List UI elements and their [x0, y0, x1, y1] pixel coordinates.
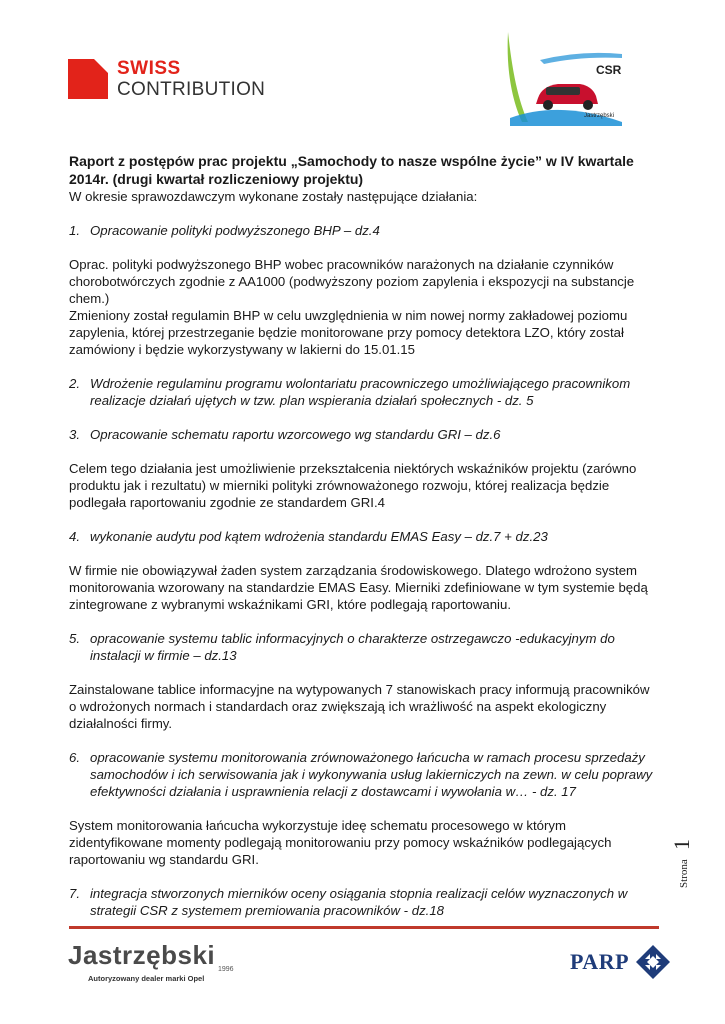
- jastrzebski-logo-year: 1996: [218, 966, 234, 973]
- csr-logo-sub: Jastrzębski: [584, 113, 615, 119]
- jastrzebski-logo-subtitle: Autoryzowany dealer marki Opel: [88, 974, 205, 983]
- list-item-number: 4.: [69, 529, 80, 544]
- parp-emblem-icon: [635, 944, 671, 980]
- list-item: [69, 749, 659, 800]
- paragraph: Zainstalowane tablice informacyjne na wytypowanych 7 stanowiskach pracy informują pracowników o wdrożonych normach i standardach oraz zwiększają ich wrażliwość na aspekt ekologiczny działalności firmy.: [69, 682, 650, 731]
- page-number: 1: [669, 839, 694, 850]
- swiss-flag-icon: [68, 59, 108, 99]
- list-item: [69, 375, 659, 409]
- list-item-number: 5.: [69, 631, 80, 646]
- list-item: [69, 222, 659, 239]
- report-title: Raport z postępów prac projektu „Samochody to nasze wspólne życie” w IV kwartale 2014r. (drugi kwartał rozliczeniowy projektu): [69, 153, 634, 187]
- swiss-logo-line2: CONTRIBUTION: [117, 79, 266, 100]
- list-item-text: wykonanie audytu pod kątem wdrożenia standardu EMAS Easy – dz.7 + dz.23: [90, 529, 548, 544]
- list-item-text: Wdrożenie regulaminu programu wolontariatu pracowniczego umożliwiającego pracownikom realizacje działań ujętych w tzw. plan wspierania działań społecznych - dz. 5: [90, 376, 631, 408]
- parp-logo-text: PARP: [570, 949, 630, 974]
- paragraph: System monitorowania łańcucha wykorzystuje ideę schematu procesowego w którym zidentyfikowane momenty podlegają monitorowaniu przy pomocy wskaźników podlegających raportowaniu wg standardu GRI.: [69, 818, 612, 867]
- list-item-number: 7.: [69, 886, 80, 901]
- list-item-text: integracja stworzonych mierników oceny osiągania stopnia realizacji celów wyznaczonych w strategii CSR z systemem premiowania pracowników - dz.18: [90, 886, 628, 918]
- csr-logo: [500, 30, 625, 126]
- list-item: [69, 885, 659, 919]
- paragraph: Celem tego działania jest umożliwienie przekształcenia niektórych wskaźników projektu (zarówno produktu jak i rezultatu) w mierniki polityki zrównoważonego rozwoju, której realizacja będzie podlegała raportowaniu zgodnie ze standardem GRI.4: [69, 461, 637, 510]
- report-intro: W okresie sprawozdawczym wykonane zostały następujące działania:: [69, 189, 478, 204]
- list-item-text: Opracowanie schematu raportu wzorcowego wg standardu GRI – dz.6: [90, 427, 501, 442]
- list-item-number: 3.: [69, 427, 80, 442]
- list-item-number: 1.: [69, 223, 80, 238]
- parp-logo: [570, 944, 671, 980]
- jastrzebski-logo: [68, 940, 234, 983]
- csr-logo-label: CSR: [596, 63, 622, 77]
- jastrzebski-logo-name: Jastrzębski: [68, 940, 216, 970]
- paragraph: Zmieniony został regulamin BHP w celu uwzględnienia w nim nowej normy zakładowej poziomu zapylenia, której przestrzeganie będzie monitorowane przy pomocy detektora LZO, który został zamówiony i będzie wykorzystywany w lakierni do 15.01.15: [69, 308, 628, 357]
- footer-divider: [69, 926, 659, 929]
- list-item: [69, 630, 659, 664]
- swiss-logo-line1: SWISS: [117, 58, 181, 79]
- list-item: [69, 426, 659, 443]
- list-item-text: opracowanie systemu tablic informacyjnych o charakterze ostrzegawczo -edukacyjnym do instalacji w firmie – dz.13: [90, 631, 615, 663]
- paragraph: Oprac. polityki podwyższonego BHP wobec pracowników narażonych na działanie czynników chorobotwórczych zgodnie z AA1000 (podwyższony poziom zapylenia i ekspozycji na substancje chem.): [69, 257, 635, 306]
- report-body: [69, 152, 659, 936]
- list-item-text: opracowanie systemu monitorowania zrównoważonego łańcucha w ramach procesu sprzedaży samochodów i ich serwisowania jak i wykonywania usług lakierniczych na zewn. w celu poprawy efektywności działania i usprawnienia relacji z dostawcami i wywołania w… - dz. 17: [90, 750, 653, 799]
- list-item-number: 6.: [69, 750, 80, 765]
- list-item-number: 2.: [69, 376, 80, 391]
- swiss-contribution-logo: [68, 59, 265, 99]
- page-label: Strona: [678, 859, 690, 888]
- paragraph: W firmie nie obowiązywał żaden system zarządzania środowiskowego. Dlatego wdrożono system monitorowania wzorowany na standardzie EMAS Easy. Mierniki zdefiniowane w tym systemie będą zintegrowane z wybranymi wskaźnikami GRI, które podlegają raportowaniu.: [69, 563, 648, 612]
- list-item: [69, 528, 659, 545]
- page-number-marker: [668, 830, 698, 890]
- list-item-text: Opracowanie polityki podwyższonego BHP – dz.4: [90, 223, 380, 238]
